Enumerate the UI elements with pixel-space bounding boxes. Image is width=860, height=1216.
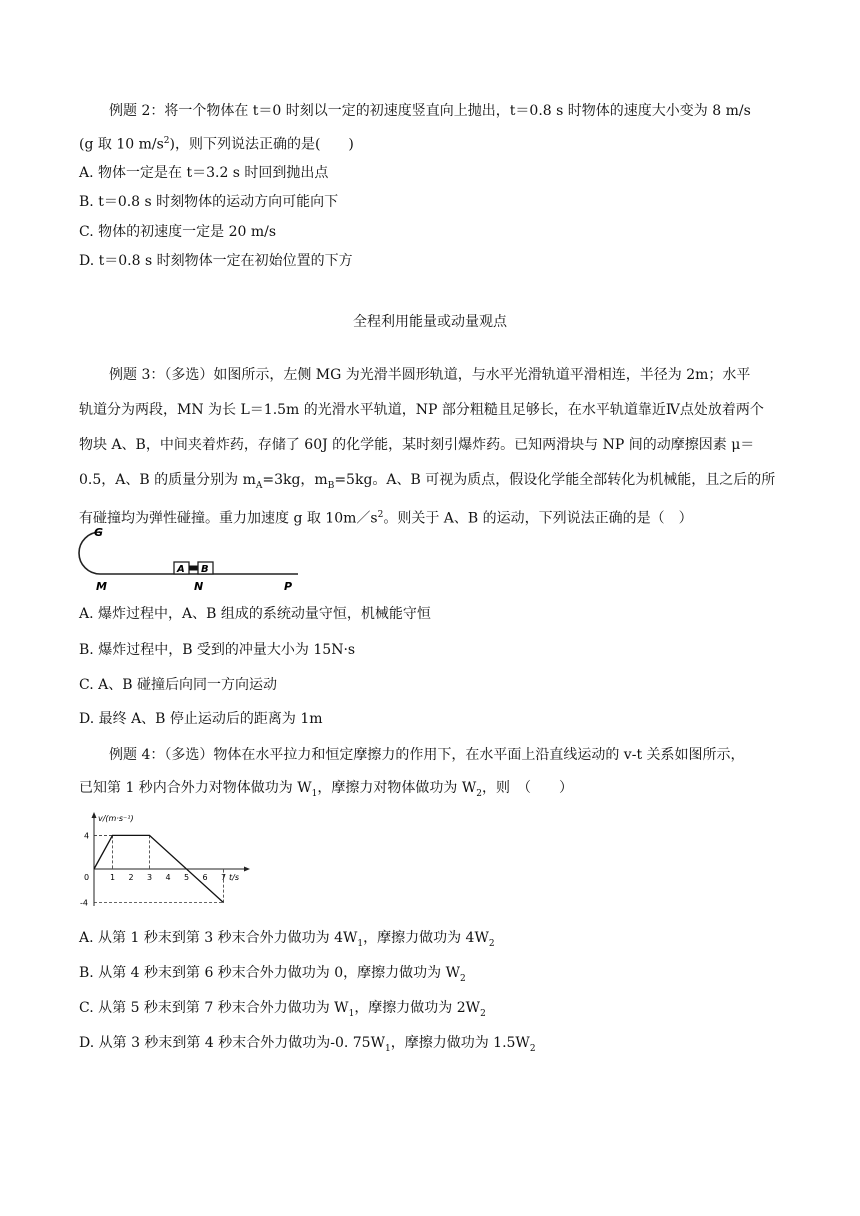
explosive <box>189 566 198 571</box>
ex4-option-a-text-a: A. 从第 1 秒末到第 3 秒末合外力做功为 4W <box>79 930 358 946</box>
ex4-option-a-text-b: ，摩擦力做功为 4W <box>363 930 489 946</box>
ex3-question-line4 <box>79 470 775 496</box>
ex3-line4-sub-a: A <box>255 480 263 491</box>
ex3-option-b: B. 爆炸过程中，B 受到的冲量大小为 15N·s <box>79 642 356 658</box>
x-tick-label: 1 <box>110 873 116 882</box>
ex4-option-d-sub-b: 2 <box>529 1043 536 1054</box>
ex3-line5-text-b: 。则关于 A、B 的运动，下列说法正确的是（ ） <box>383 510 693 527</box>
track-figure <box>76 526 306 596</box>
x-tick-label: 4 <box>165 873 171 882</box>
label-n: N <box>194 580 204 593</box>
ex3-line5-text-a: 有碰撞均为弹性碰撞。重力加速度 g 取 10m／s <box>79 510 378 527</box>
ex3-option-a: A. 爆炸过程中，A、B 组成的系统动量守恒，机械能守恒 <box>79 606 431 622</box>
vt-chart <box>76 812 256 912</box>
ex4-line2-sub-a: 1 <box>311 788 318 799</box>
ex3-option-c: C. A、B 碰撞后向同一方向运动 <box>79 677 277 693</box>
label-g: G <box>94 526 104 539</box>
ex3-question-line2: 轨道分为两段，MN 为长 L＝1.5m 的光滑水平轨道，NP 部分粗糙且足够长，在水平轨道靠近Ⅳ点处放着两个 <box>79 402 764 418</box>
ex2-line2-text-b: )，则下列说法正确的是( ) <box>169 136 354 153</box>
y-tick-label: -4 <box>80 898 88 908</box>
y-tick-label: 4 <box>84 831 90 841</box>
ex2-line2-sup: 2 <box>163 136 170 146</box>
ex4-question-line2 <box>79 778 573 804</box>
label-m: M <box>96 580 107 593</box>
ex4-option-c-text-b: ，摩擦力做功为 2W <box>354 1000 481 1016</box>
x-axis-label: t/s <box>229 873 239 882</box>
ex2-option-a: A. 物体一定是在 t＝3.2 s 时回到抛出点 <box>79 165 329 181</box>
ex2-option-d: D. t＝0.8 s 时刻物体一定在初始位置的下方 <box>79 253 353 269</box>
ex4-option-d-text-a: D. 从第 3 秒末到第 4 秒末合外力做功为-0. 75W <box>79 1035 385 1051</box>
ex4-option-c-sub-b: 2 <box>480 1008 486 1019</box>
ex4-option-d-sub-a: 1 <box>384 1043 391 1054</box>
y-tick-label: 0 <box>84 873 90 882</box>
ex3-line4-sub-b: B <box>327 480 335 491</box>
ex4-option-a <box>79 928 495 954</box>
y-axis-label: v/(m·s⁻¹) <box>98 814 134 823</box>
block-a-label: A <box>177 564 185 575</box>
ex2-question-line1: 例题 2：将一个物体在 t＝0 时刻以一定的初速度竖直向上抛出，t＝0.8 s 时物体的速度大小变为 8 m/s <box>109 103 751 119</box>
ex4-line2-text-c: ，则 （ ） <box>481 780 573 796</box>
ex4-option-c-text-a: C. 从第 5 秒末到第 7 秒末合外力做功为 W <box>79 1000 349 1016</box>
x-tick-label: 3 <box>147 873 153 882</box>
ex2-option-b: B. t＝0.8 s 时刻物体的运动方向可能向下 <box>79 194 339 210</box>
ex3-question-line1: 例题 3：（多选）如图所示，左侧 MG 为光滑半圆形轨道，与水平光滑轨道平滑相连，半径为 2m；水平 <box>109 367 751 383</box>
ex4-line2-sub-b: 2 <box>476 788 482 799</box>
ex3-line4-text-a: 0.5，A、B 的质量分别为 m <box>79 472 256 488</box>
x-tick-label: 6 <box>202 873 208 882</box>
ex3-question-line3: 物块 A、B，中间夹着炸药，存储了 60J 的化学能，某时刻引爆炸药。已知两滑块与 NP 间的动摩擦因素 μ＝ <box>79 437 755 453</box>
vt-axes <box>92 812 251 906</box>
ex3-line5-sup: 2 <box>377 510 384 520</box>
ex4-question-line1: 例题 4：（多选）物体在水平拉力和恒定摩擦力的作用下，在水平面上沿直线运动的 v-t 关系如图所示， <box>109 747 745 763</box>
ex4-option-a-sub-b: 2 <box>488 938 495 949</box>
y-axis-arrow <box>92 812 97 818</box>
ex4-option-d-text-b: ，摩擦力做功为 1.5W <box>390 1035 530 1051</box>
ex3-option-d: D. 最终 A、B 停止运动后的距离为 1m <box>79 711 323 727</box>
ex4-option-c-sub-a: 1 <box>348 1008 355 1019</box>
ex4-option-b-text-a: B. 从第 4 秒末到第 6 秒末合外力做功为 0，摩擦力做功为 W <box>79 965 460 981</box>
ex2-line2-text-a: (g 取 10 m/s <box>79 136 164 153</box>
ex2-question-line2 <box>79 131 354 155</box>
ex4-option-a-sub-a: 1 <box>357 938 364 949</box>
section-title: 全程利用能量或动量观点 <box>353 314 507 330</box>
ex4-option-c <box>79 998 486 1024</box>
ex2-option-c: C. 物体的初速度一定是 20 m/s <box>79 224 277 240</box>
ex4-option-b <box>79 963 466 989</box>
block-b-label: B <box>201 564 209 575</box>
ex3-line4-text-b: =3kg，m <box>262 472 328 488</box>
ex4-option-d <box>79 1033 536 1059</box>
ex3-line4-text-c: =5kg。A、B 可视为质点，假设化学能全部转化为机械能，且之后的所 <box>334 472 776 488</box>
ex4-option-b-sub-a: 2 <box>460 973 466 984</box>
ex4-line2-text-a: 已知第 1 秒内合外力对物体做功为 W <box>79 780 312 796</box>
x-tick-label: 7 <box>221 873 227 882</box>
x-tick-label: 5 <box>184 873 190 882</box>
x-axis-arrow <box>244 867 250 872</box>
label-p: P <box>284 580 293 593</box>
x-tick-label: 2 <box>128 873 134 882</box>
ex4-line2-text-b: ，摩擦力对物体做功为 W <box>317 780 477 796</box>
